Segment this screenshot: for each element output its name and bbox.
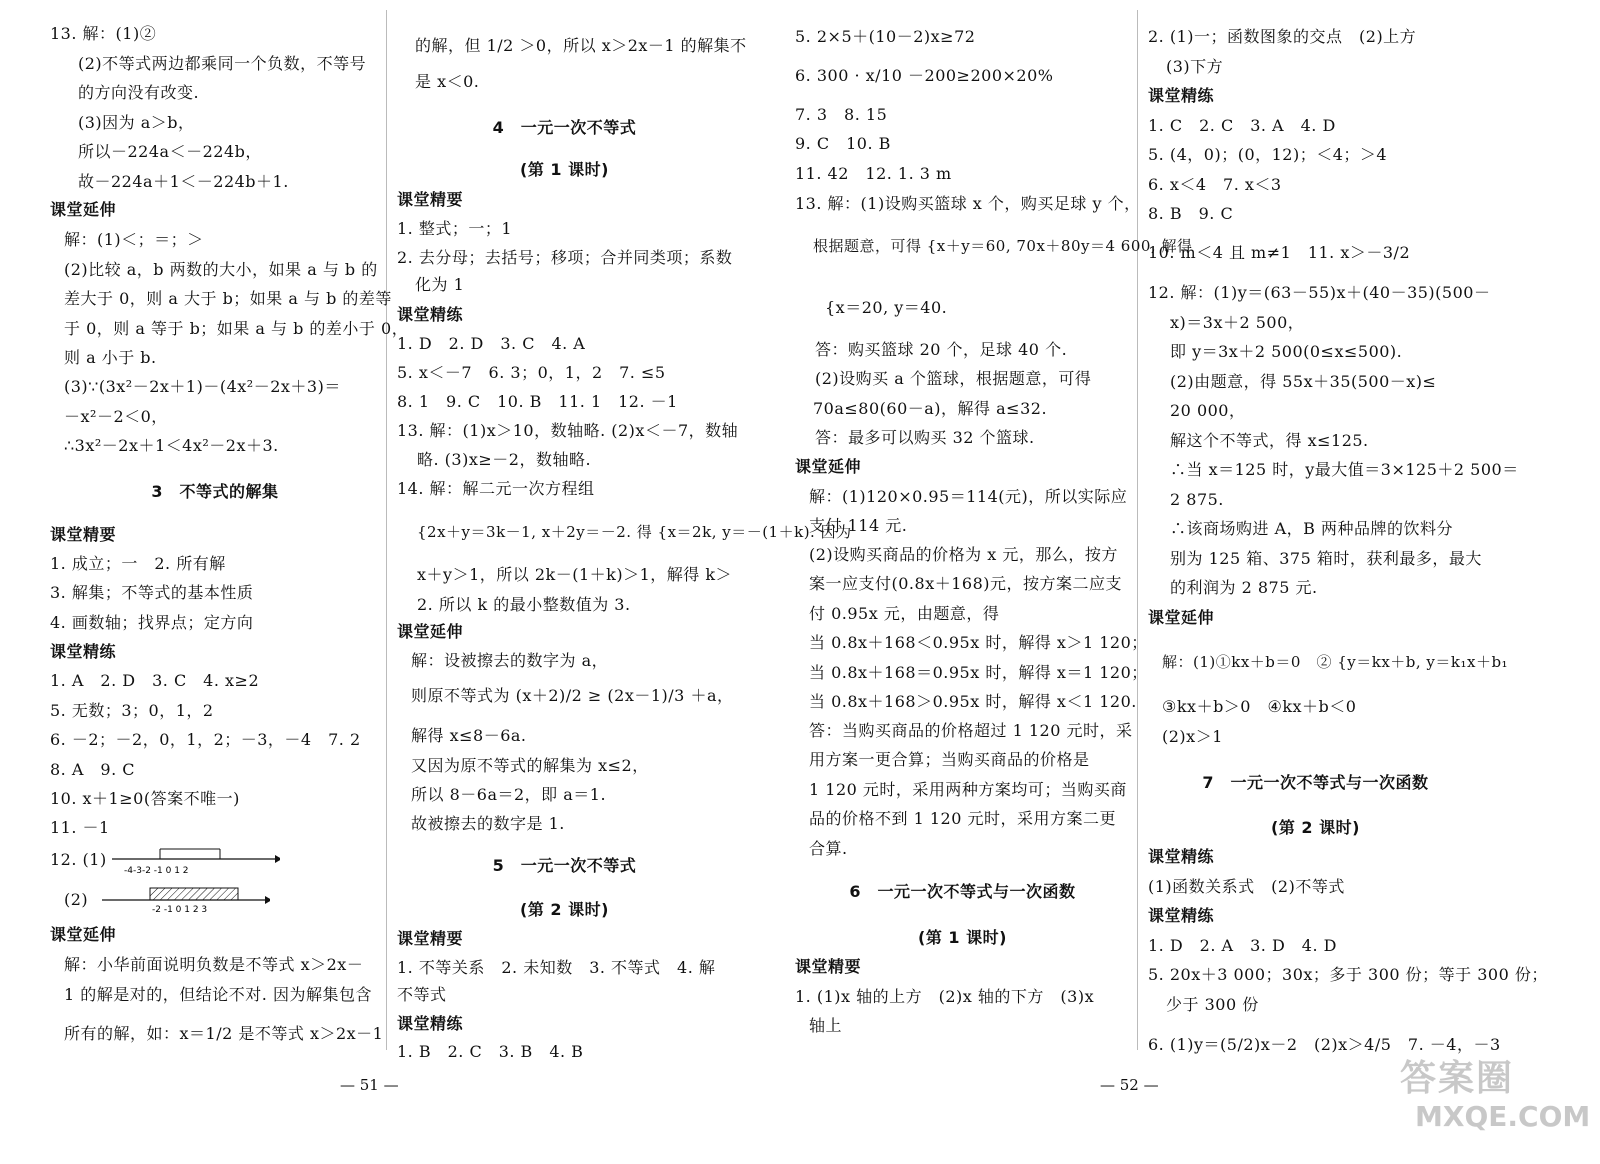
text-line: －x²－2＜0， [64,407,168,426]
text-line: 5. (4，0)；(0，12)；＜4；＞4 [1148,145,1388,164]
text-line: (2) [64,890,89,909]
text-line: 1. (1)x 轴的上方 (2)x 轴的下方 (3)x [795,987,1095,1006]
text-line: 1. 整式；一；1 [397,219,513,238]
text-line: 的方向没有改变. [78,83,200,102]
text-line: 解：小华前面说明负数是不等式 x＞2x－ [64,955,364,974]
lesson-title: (第 2 课时) [1271,818,1360,837]
text-line: 是 x＜0. [415,72,480,91]
section-heading: 课堂精要 [397,190,464,209]
text-line: (1)函数关系式 (2)不等式 [1148,877,1345,896]
text-line: (2)不等式两边都乘同一个负数，不等号 [78,54,367,73]
page-number-right: — 52 — [1100,1076,1159,1094]
text-line: 所有的解，如：x＝1/2 是不等式 x＞2x－1 [64,1024,384,1043]
column-divider [1137,10,1138,1050]
text-line: 案一应支付(0.8x＋168)元，按方案二应支 [809,574,1122,593]
text-line: 1. 不等关系 2. 未知数 3. 不等式 4. 解 [397,958,716,977]
text-line: 20 000， [1170,401,1246,420]
text-line: 6. (1)y＝(5/2)x－2 (2)x＞4/5 7. －4，－3 [1148,1035,1501,1054]
text-line: 5. 2×5＋(10－2)x≥72 [795,27,976,46]
text-line: 用方案一更合算；当购买商品的价格是 [809,750,1090,769]
text-line: 11. 42 12. 1. 3 m [795,164,952,183]
text-line: 2. (1)一；函数图象的交点 (2)上方 [1148,27,1417,46]
text-line: 9. C 10. B [795,134,891,153]
text-line: 7. 3 8. 15 [795,105,888,124]
section-heading: 课堂精练 [1148,847,1215,866]
text-line: (3)∵(3x²－2x＋1)－(4x²－2x＋3)＝ [64,377,341,396]
text-line: 则原不等式为 (x＋2)/2 ≥ (2x－1)/3 ＋a， [411,686,734,705]
text-line: 解：(1)①kx＋b＝0 ② {y＝kx＋b, y＝k₁x＋b₁ [1162,653,1509,671]
text-line: 的解，但 1/2 ＞0，所以 x＞2x－1 的解集不 [415,36,747,55]
text-line: ∴3x²－2x＋1＜4x²－2x＋3. [64,436,279,455]
text-line: 4. 画数轴；找界点；定方向 [50,613,254,632]
text-line: 当 0.8x＋168＝0.95x 时，解得 x＝1 120； [809,663,1148,682]
lesson-title: (第 2 课时) [520,900,609,919]
text-line: 13. 解：(1)x＞10，数轴略. (2)x＜－7，数轴 [397,421,739,440]
section-heading: 课堂精练 [397,305,464,324]
text-line: 1. D 2. A 3. D 4. D [1148,936,1337,955]
text-line: 6. 300 · x/10 －200≥200×20% [795,66,1054,85]
chapter-title: 6 一元一次不等式与一次函数 [849,882,1076,901]
section-heading: 课堂精练 [1148,906,1215,925]
text-line: 故被擦去的数字是 1. [411,814,565,833]
section-heading: 课堂延伸 [795,457,862,476]
lesson-title: (第 1 课时) [918,928,1007,947]
text-line: 又因为原不等式的解集为 x≤2， [411,756,649,775]
text-line: 2. 去分母；去括号；移项；合并同类项；系数 [397,248,733,267]
text-line: 8. B 9. C [1148,204,1234,223]
page-number-left: — 51 — [340,1076,399,1094]
section-heading: 课堂精练 [50,642,117,661]
text-line: 1 的解是对的，但结论不对. 因为解集包含 [64,985,372,1004]
text-line: 3. 解集；不等式的基本性质 [50,583,254,602]
svg-text:-2 -1 0 1 2 3: -2 -1 0 1 2 3 [152,905,208,912]
text-line: 略. (3)x≥－2，数轴略. [417,450,592,469]
section-heading: 课堂延伸 [397,622,464,641]
text-line: 70a≤80(60－a)，解得 a≤32. [813,399,1048,418]
text-line: 5. 20x＋3 000；30x；多于 300 份；等于 300 份； [1148,965,1548,984]
text-line: 12. (1) [50,850,107,869]
text-line: 付 0.95x 元，由题意，得 [809,604,1000,623]
text-line: 1. B 2. C 3. B 4. B [397,1042,584,1061]
text-line: (2)设购买 a 个篮球，根据题意，可得 [815,369,1092,388]
text-line: 1 120 元时，采用两种方案均可；当购买商 [809,780,1127,799]
equation-system: 根据题意，可得 {x＋y＝60, 70x＋80y＝4 600, 解得 [813,237,1193,255]
watermark-logo: 答案圈 [1400,1058,1515,1099]
text-line: 别为 125 箱、375 箱时，获利最多，最大 [1170,549,1482,568]
text-line: x＋y＞1，所以 2k－(1＋k)＞1，解得 k＞ [417,565,733,584]
section-heading: 课堂精练 [1148,86,1215,105]
text-line: (3)因为 a＞b， [78,113,195,132]
text-line: 品的价格不到 1 120 元时，采用方案二更 [809,809,1116,828]
section-heading: 课堂精要 [397,929,464,948]
chapter-title: 5 一元一次不等式 [492,856,637,875]
text-line: 答：购买篮球 20 个，足球 40 个. [815,340,1068,359]
text-line: 解得 x≤8－6a. [411,726,527,745]
text-line: 2. 所以 k 的最小整数值为 3. [417,595,631,614]
text-line: 当 0.8x＋168＜0.95x 时，解得 x＞1 120； [809,633,1148,652]
text-line: 5. x＜－7 6. 3；0，1，2 7. ≤5 [397,363,666,382]
text-line: 不等式 [397,985,447,1004]
text-line: x)＝3x＋2 500， [1170,313,1305,332]
text-line: 10. m＜4 且 m≠1 11. x＞－3/2 [1148,243,1411,262]
text-line: 8. 1 9. C 10. B 11. 1 12. －1 [397,392,678,411]
text-line: ∴当 x＝125 时，y最大值＝3×125＋2 500＝ [1170,460,1519,479]
text-line: 则 a 小于 b. [64,348,157,367]
number-line-2 [100,882,270,912]
text-line: ∴该商场购进 A，B 两种品牌的饮料分 [1170,519,1453,538]
text-line: 支付 114 元. [809,516,908,535]
text-line: (3)下方 [1166,57,1224,76]
text-line: 轴上 [809,1016,843,1035]
chapter-title: 7 一元一次不等式与一次函数 [1202,773,1429,792]
watermark-url: MXQE.COM [1415,1100,1591,1133]
text-line: 的利润为 2 875 元. [1170,578,1318,597]
text-line: 少于 300 份 [1166,995,1259,1014]
column-divider [386,10,387,1050]
text-line: 13. 解：(1)设购买篮球 x 个，购买足球 y 个， [795,194,1141,213]
text-line: 14. 解：解二元一次方程组 [397,479,595,498]
text-line: 所以 8－6a＝2，即 a＝1. [411,785,607,804]
text-line: 故－224a＋1＜－224b＋1. [78,172,289,191]
text-line: (2)x＞1 [1162,727,1223,746]
text-line: 5. 无数；3；0，1，2 [50,701,214,720]
text-line: (2)设购买商品的价格为 x 元，那么，按方 [809,545,1118,564]
lesson-title: (第 1 课时) [520,160,609,179]
text-line: 13. 解：(1)② [50,24,157,43]
svg-text:-4-3-2 -1 0 1 2: -4-3-2 -1 0 1 2 [124,866,189,875]
text-line: 答：当购买商品的价格超过 1 120 元时，采 [809,721,1133,740]
section-heading: 课堂精练 [397,1014,464,1033]
section-heading: 课堂延伸 [50,200,117,219]
text-line: 所以－224a＜－224b， [78,142,262,161]
text-line: 12. 解：(1)y＝(63－55)x＋(40－35)(500－ [1148,283,1491,302]
text-line: 解：(1)＜；＝；＞ [64,230,204,249]
text-line: 于 0，则 a 等于 b；如果 a 与 b 的差小于 0， [64,319,409,338]
text-line: 解这个不等式，得 x≤125. [1170,431,1369,450]
section-heading: 课堂精要 [795,957,862,976]
text-line: 2 875. [1170,490,1224,509]
text-line: 1. A 2. D 3. C 4. x≥2 [50,671,260,690]
chapter-title: 3 不等式的解集 [151,482,279,501]
section-heading: 课堂延伸 [50,925,117,944]
equation-system: {x＝20, y＝40. [825,298,948,317]
text-line: 6. －2；－2，0，1，2；－3，－4 7. 2 [50,730,361,749]
text-line: 8. A 9. C [50,760,136,779]
text-line: 化为 1 [415,275,465,294]
section-heading: 课堂延伸 [1148,608,1215,627]
text-line: 差大于 0，则 a 大于 b；如果 a 与 b 的差等 [64,289,392,308]
text-line: 当 0.8x＋168＞0.95x 时，解得 x＜1 120. [809,692,1137,711]
text-line: 1. C 2. C 3. A 4. D [1148,116,1336,135]
section-heading: 课堂精要 [50,525,117,544]
equation-system: {2x＋y＝3k－1, x＋2y＝－2. 得 {x＝2k, y＝－(1＋k). 因为 [417,523,852,541]
text-line: 6. x＜4 7. x＜3 [1148,175,1282,194]
text-line: 解：(1)120×0.95＝114(元)，所以实际应 [809,487,1128,506]
text-line: 解：设被擦去的数字为 a， [411,651,609,670]
text-line: (2)由题意，得 55x＋35(500－x)≤ [1170,372,1437,391]
number-line-1 [110,845,280,875]
chapter-title: 4 一元一次不等式 [492,118,637,137]
text-line: (2)比较 a，b 两数的大小，如果 a 与 b 的 [64,260,378,279]
text-line: ③kx＋b＞0 ④kx＋b＜0 [1162,697,1357,716]
text-line: 合算. [809,839,848,858]
text-line: 1. 成立；一 2. 所有解 [50,554,226,573]
text-line: 即 y＝3x＋2 500(0≤x≤500). [1170,342,1403,361]
text-line: 11. －1 [50,818,110,837]
text-line: 1. D 2. D 3. C 4. A [397,334,586,353]
text-line: 10. x＋1≥0(答案不唯一) [50,789,240,808]
text-line: 答：最多可以购买 32 个篮球. [815,428,1035,447]
